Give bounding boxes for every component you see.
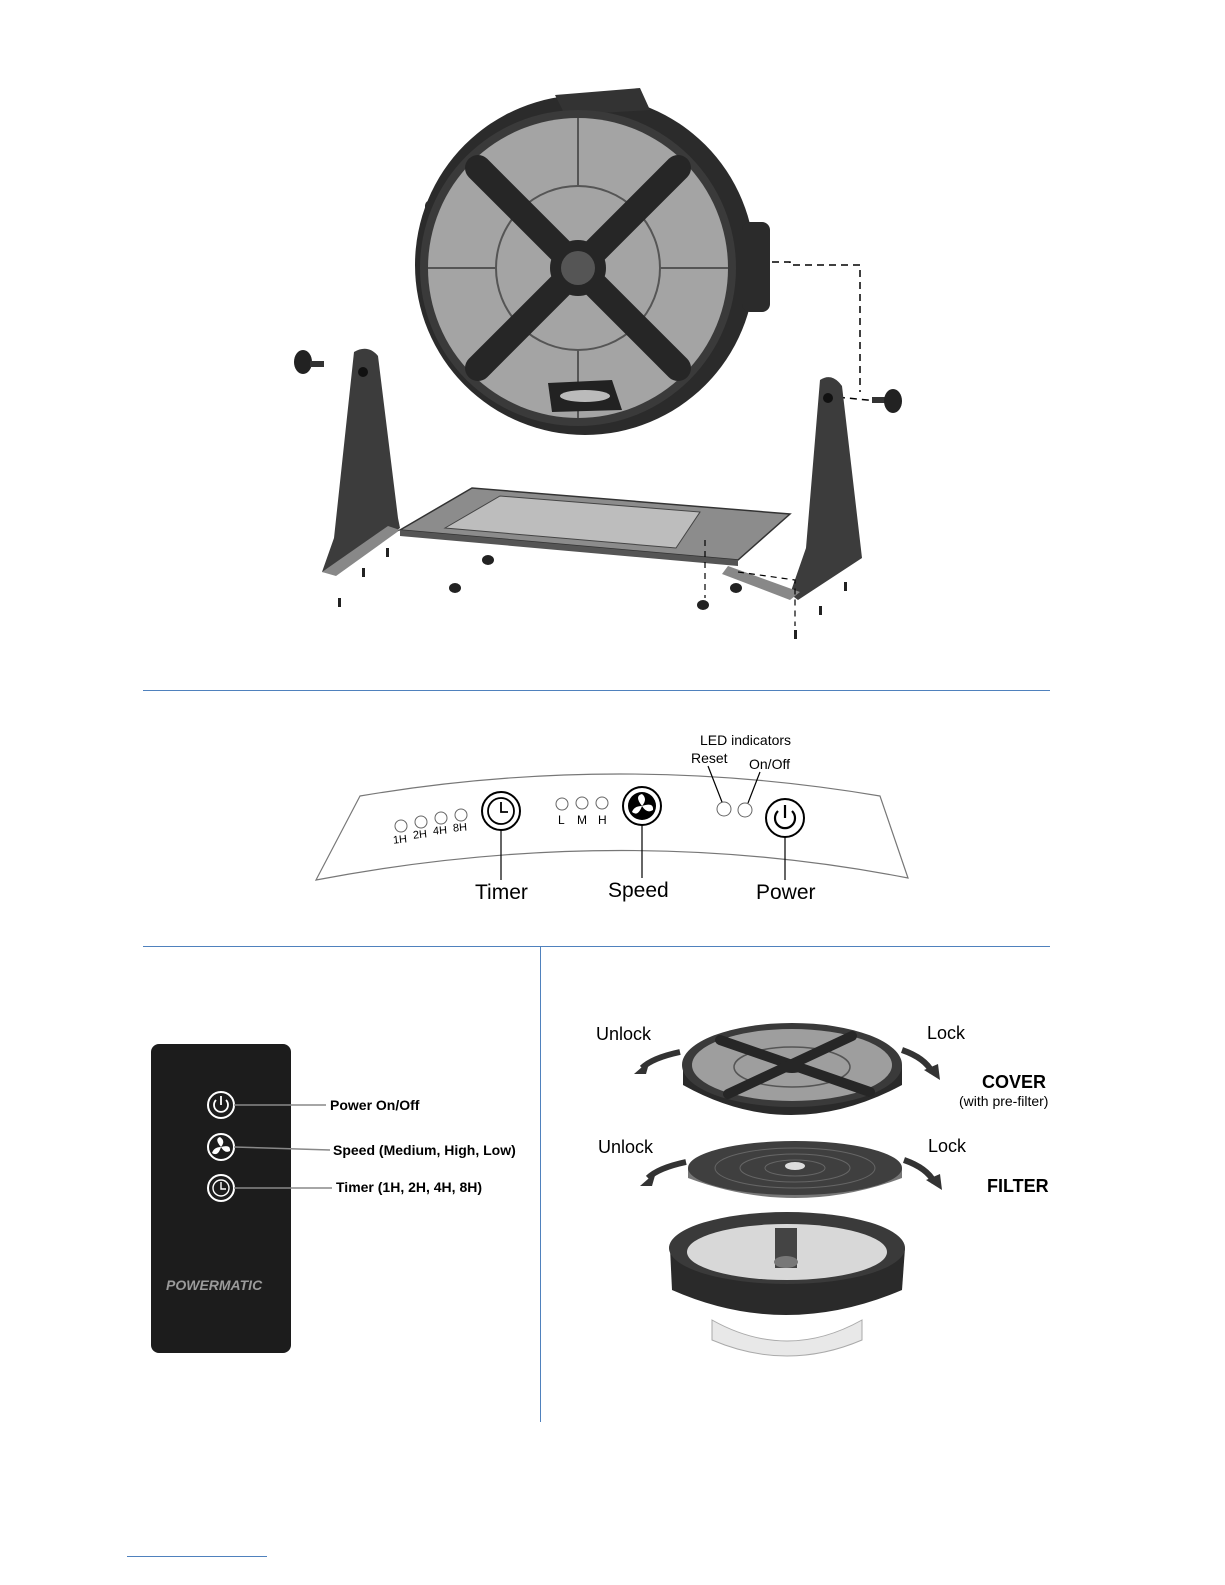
left-bracket	[322, 349, 400, 576]
power-caption: Power	[756, 881, 816, 904]
feet-and-screws	[338, 548, 847, 639]
fan-base-drawing	[669, 1212, 905, 1356]
section-divider-middle	[143, 946, 1050, 947]
lock-label-top: Lock	[927, 1023, 966, 1043]
section-divider-top	[143, 690, 1050, 691]
on-off-label: On/Off	[749, 756, 790, 772]
timer-caption: Timer	[475, 881, 528, 904]
cover-drawing	[682, 1023, 902, 1115]
speed-caption: Speed	[608, 879, 669, 902]
remote-speed-label: Speed (Medium, High, Low)	[333, 1142, 516, 1158]
assembly-drawing	[0, 0, 1225, 680]
speed-option-m: M	[577, 813, 587, 827]
base-plate	[400, 488, 790, 566]
lock-arrow-top	[902, 1050, 940, 1080]
right-knob	[872, 389, 902, 413]
power-button-drawing	[766, 799, 804, 837]
timer-option-2h: 2H	[412, 828, 428, 842]
cover-note: (with pre-filter)	[959, 1093, 1049, 1109]
speed-button-drawing	[623, 787, 661, 825]
air-cleaner-housing	[415, 88, 770, 435]
timer-option-1h: 1H	[392, 833, 408, 847]
remote-timer-label: Timer (1H, 2H, 4H, 8H)	[336, 1179, 483, 1195]
control-panel-drawing	[0, 700, 1225, 940]
unlock-arrow-top	[634, 1052, 680, 1074]
speed-option-l: L	[558, 813, 565, 827]
unlock-label-bottom: Unlock	[598, 1137, 654, 1157]
led-indicators-label: LED indicators	[700, 732, 792, 748]
unlock-arrow-bottom	[640, 1162, 686, 1186]
lock-arrow-bottom	[904, 1160, 942, 1190]
remote-brand: POWERMATIC	[166, 1277, 263, 1293]
footnote-separator	[127, 1556, 267, 1557]
filter-label: FILTER	[987, 1176, 1049, 1196]
reset-label: Reset	[691, 750, 728, 766]
cover-label: COVER	[982, 1072, 1047, 1092]
timer-option-8h: 8H	[452, 821, 468, 835]
timer-option-4h: 4H	[432, 824, 448, 838]
right-bracket	[722, 377, 862, 600]
unlock-label-top: Unlock	[596, 1024, 652, 1044]
remote-power-label: Power On/Off	[330, 1097, 420, 1113]
left-knob	[294, 350, 324, 374]
lock-label-bottom: Lock	[928, 1136, 967, 1156]
filter-drawing	[688, 1141, 902, 1198]
timer-button-drawing	[482, 792, 520, 830]
speed-option-h: H	[598, 813, 607, 827]
